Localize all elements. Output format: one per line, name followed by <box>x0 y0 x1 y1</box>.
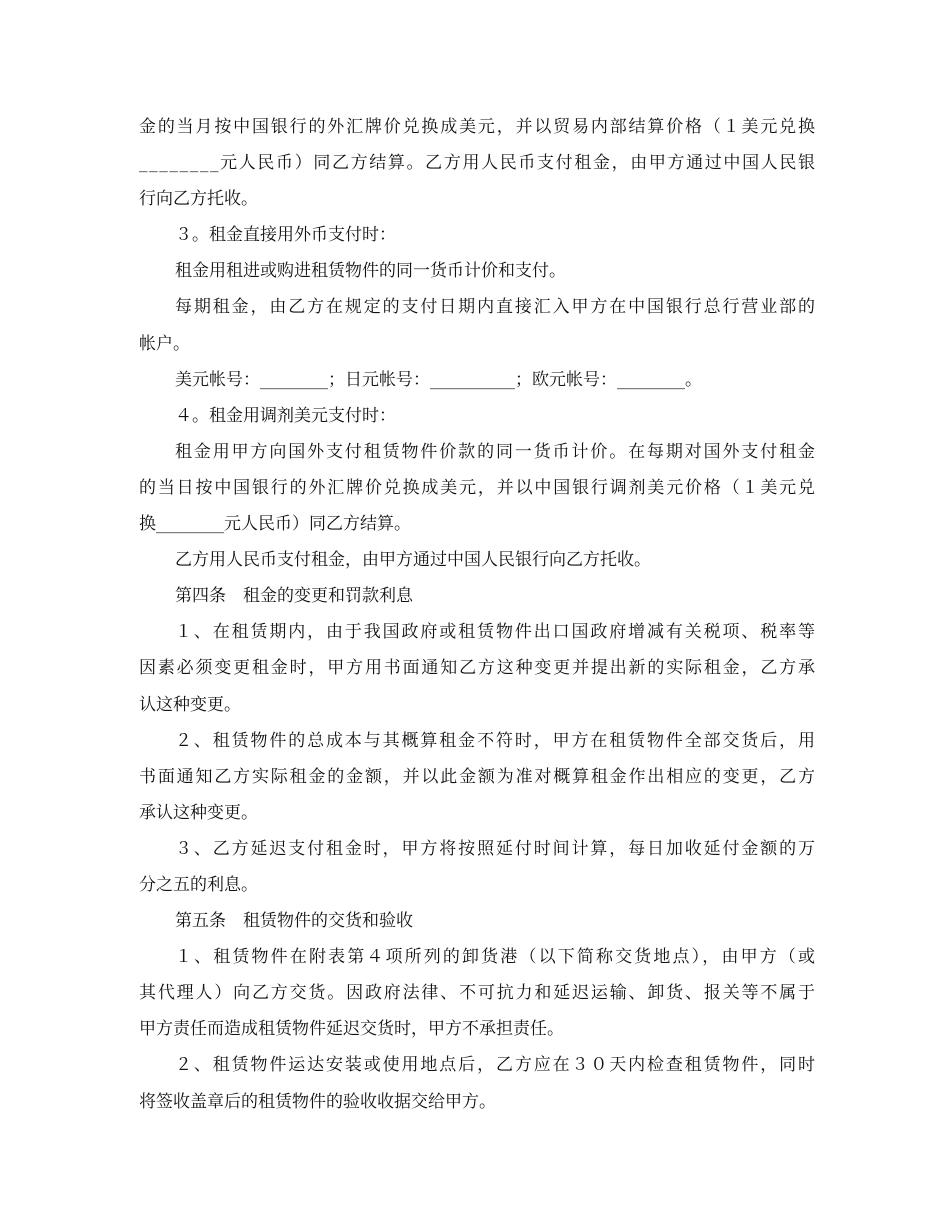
body-text-line: 租金用租进或购进租赁物件的同一货币计价和支付。 <box>175 261 566 282</box>
body-text-line: 承认这种变更。 <box>139 802 258 823</box>
clause-item-3: ３。租金直接用外币支付时： <box>175 225 396 246</box>
body-text-line: 每期租金，由乙方在规定的支付日期内直接汇入甲方在中国银行总行营业部的 <box>175 297 817 318</box>
body-text-line: 因素必须变更租金时，甲方用书面通知乙方这种变更并提出新的实际租金，乙方承 <box>139 658 817 679</box>
body-text-line: 将签收盖章后的租赁物件的验收收据交给甲方。 <box>139 1091 496 1112</box>
body-text-line: １、在租赁期内，由于我国政府或租赁物件出口国政府增减有关税项、税率等 <box>175 622 817 643</box>
body-text-line: 乙方用人民币支付租金，由甲方通过中国人民银行向乙方托收。 <box>175 550 651 571</box>
body-text-line: 其代理人）向乙方交货。因政府法律、不可抗力和延迟运输、卸货、报关等不属于 <box>139 983 817 1004</box>
body-text-line: 换________元人民币）同乙方结算。 <box>139 514 411 535</box>
document-body <box>139 109 818 1120</box>
body-text-line: 金的当月按中国银行的外汇牌价兑换成美元，并以贸易内部结算价格（１美元兑换 <box>139 117 817 137</box>
article-5-heading: 第五条 租赁物件的交货和验收 <box>175 911 413 932</box>
body-text-line: 帐户。 <box>139 333 190 354</box>
body-text-line: ２、租赁物件的总成本与其概算租金不符时，甲方在租赁物件全部交货后，用 <box>175 730 817 751</box>
body-text-line: ________元人民币）同乙方结算。乙方用人民币支付租金，由甲方通过中国人民银 <box>139 153 817 174</box>
body-text-line: 书面通知乙方实际租金的金额，并以此金额为准对概算租金作出相应的变更，乙方 <box>139 766 817 787</box>
body-text-line: ２、租赁物件运达安装或使用地点后，乙方应在３０天内检查租赁物件，同时 <box>175 1055 817 1076</box>
body-text-line: 认这种变更。 <box>139 694 241 715</box>
body-text-line: 甲方责任而造成租赁物件延迟交货时，甲方不承担责任。 <box>139 1019 564 1040</box>
article-4-heading: 第四条 租金的变更和罚款利息 <box>175 586 413 607</box>
body-text-line: 的当日按中国银行的外汇牌价兑换成美元，并以中国银行调剂美元价格（１美元兑 <box>139 477 817 498</box>
account-numbers-line: 美元帐号：________；日元帐号：__________；欧元帐号：________。 <box>175 369 702 390</box>
body-text-line: 租金用甲方向国外支付租赁物件价款的同一货币计价。在每期对国外支付租金 <box>175 441 817 462</box>
clause-item-4: ４。租金用调剂美元支付时： <box>175 405 396 426</box>
body-text-line: ３、乙方延迟支付租金时，甲方将按照延付时间计算，每日加收延付金额的万 <box>175 838 817 859</box>
body-text-line: 行向乙方托收。 <box>139 189 258 210</box>
body-text-line: 分之五的利息。 <box>139 874 258 895</box>
body-text-line: １、租赁物件在附表第４项所列的卸货港（以下简称交货地点），由甲方（或 <box>175 947 818 968</box>
